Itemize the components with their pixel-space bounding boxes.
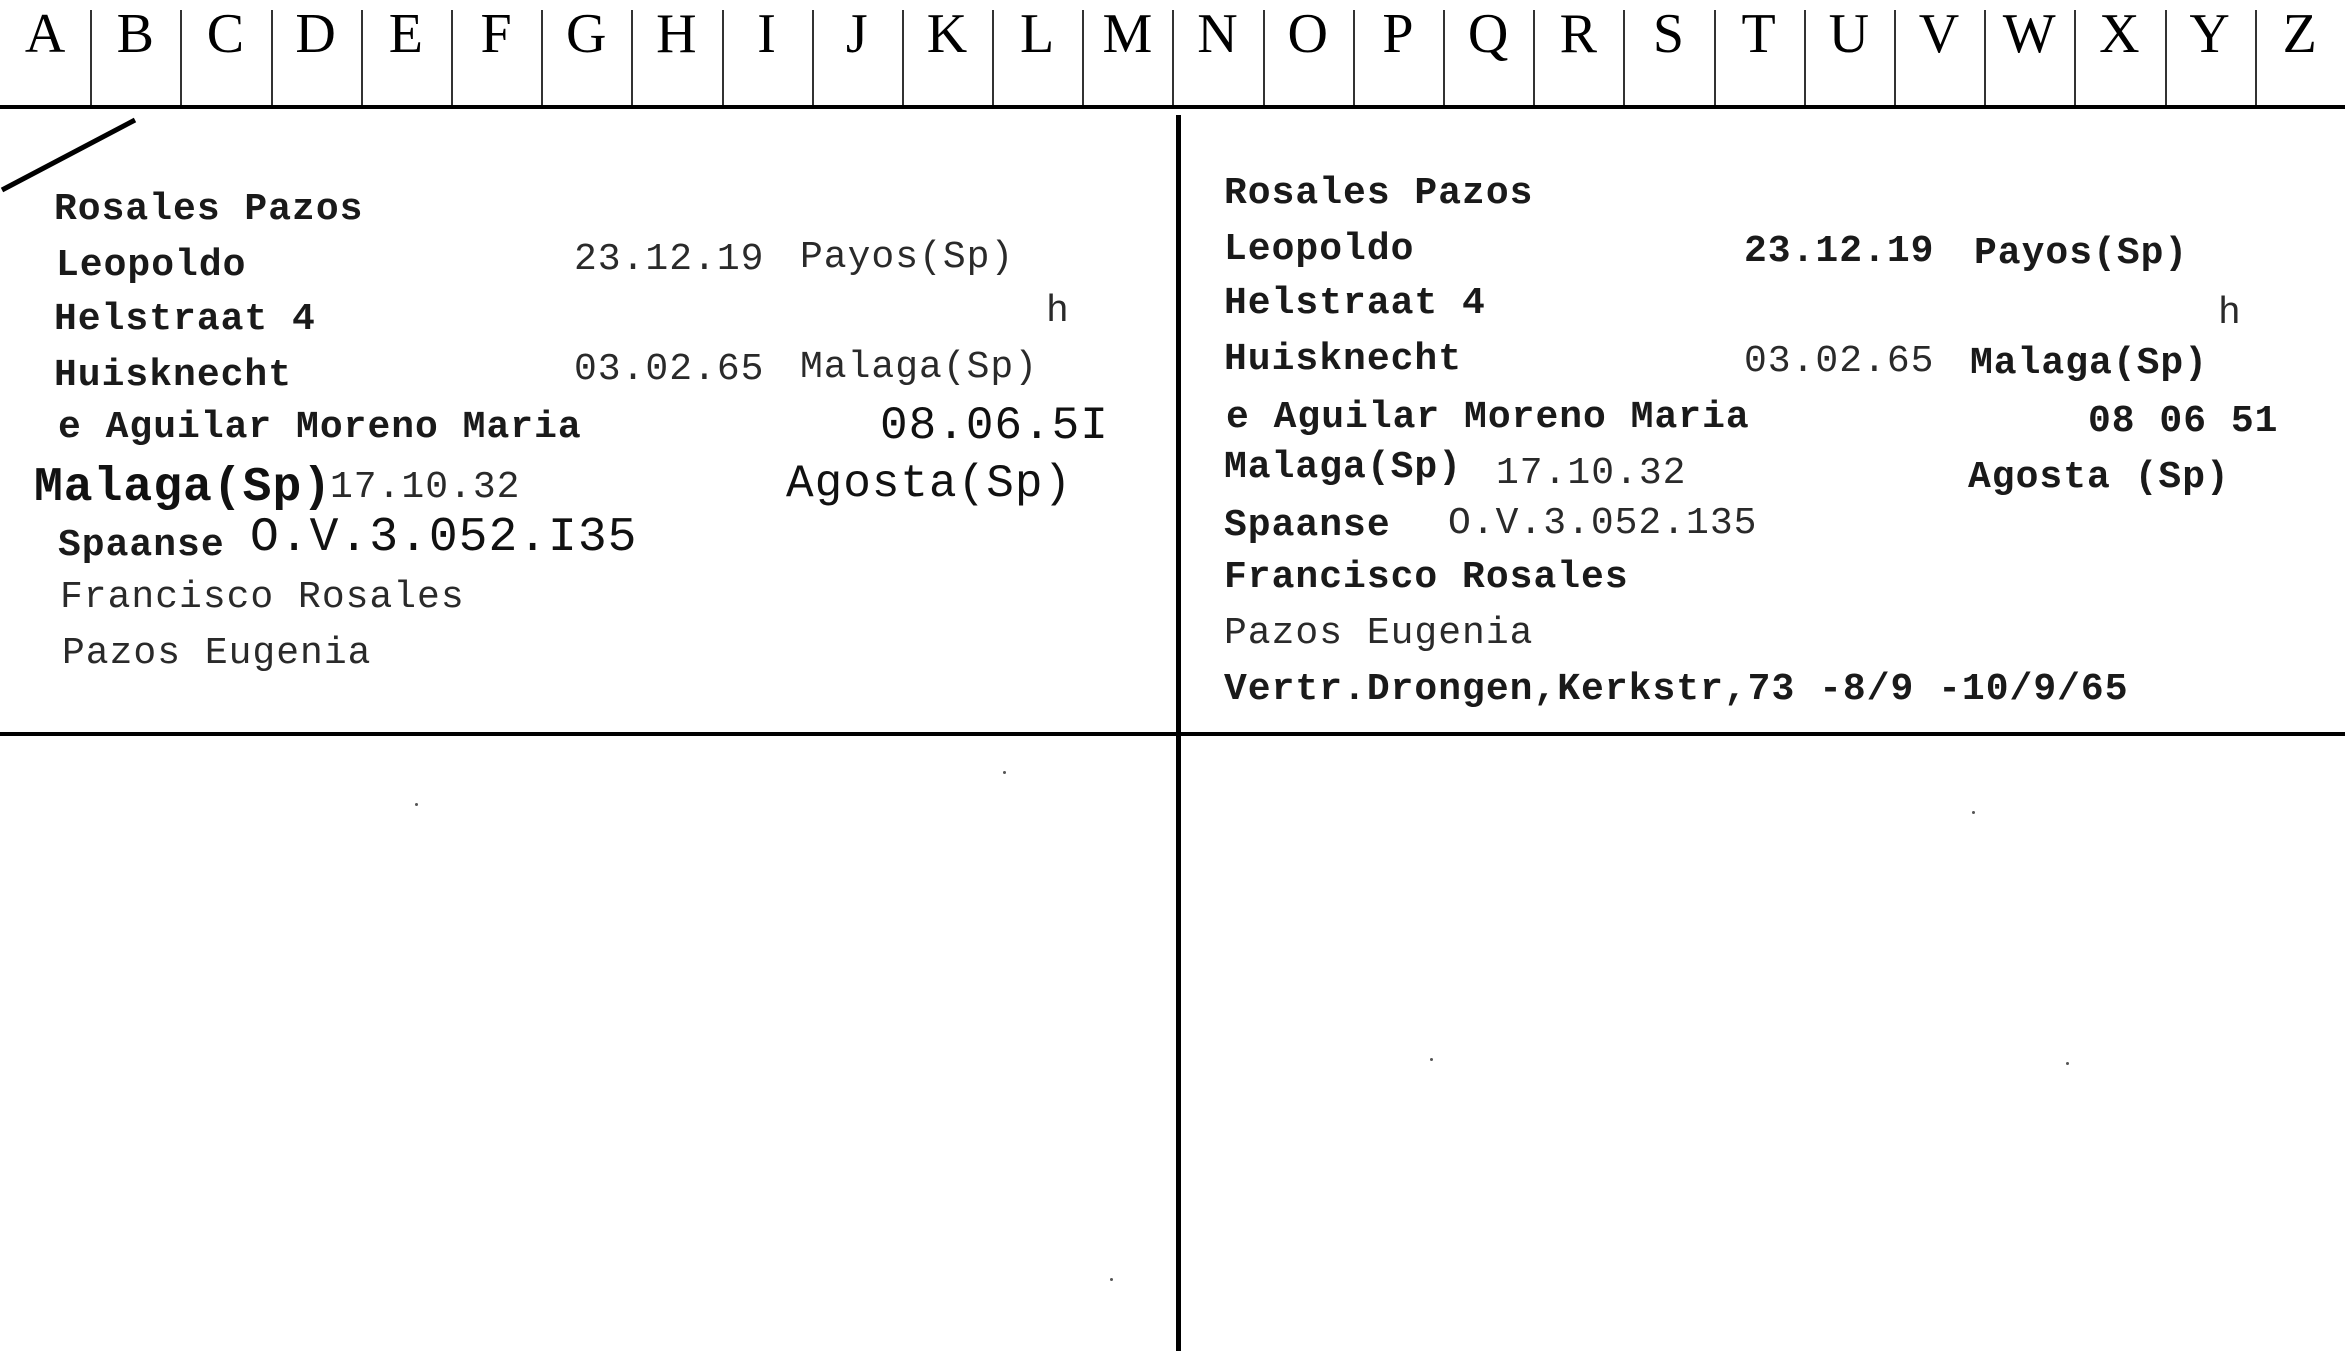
left-id-number: O.V.3.052.I35: [250, 511, 638, 565]
index-separator: [451, 10, 453, 105]
index-letter-label: G: [565, 3, 607, 65]
left-surname: Rosales Pazos: [54, 188, 364, 231]
right-first-name: Leopoldo: [1224, 228, 1415, 271]
index-letter-i: [722, 0, 812, 105]
index-separator: [1623, 10, 1625, 105]
index-letter-t: [1714, 0, 1804, 105]
right-date2: 03.02.65: [1744, 340, 1935, 383]
index-letter-b: [90, 0, 180, 105]
index-letter-label: E: [388, 3, 423, 65]
index-letter-label: J: [845, 3, 868, 65]
index-separator: [1443, 10, 1445, 105]
index-separator: [1714, 10, 1716, 105]
left-nationality: Spaanse: [58, 524, 225, 567]
index-letter-x: [2074, 0, 2164, 105]
right-marriage-date: 08 06 51: [2088, 400, 2279, 443]
left-first-name: Leopoldo: [56, 244, 247, 287]
right-birth-place: Payos(Sp): [1974, 232, 2189, 275]
index-letter-k: [902, 0, 992, 105]
index-separator: [722, 10, 724, 105]
index-letter-c: [180, 0, 270, 105]
left-birth-date: 23.12.19: [574, 238, 765, 281]
index-letter-w: [1984, 0, 2074, 105]
index-letter-n: [1172, 0, 1262, 105]
index-letter-p: [1353, 0, 1443, 105]
index-letter-a: [0, 0, 90, 105]
index-separator: [2255, 10, 2257, 105]
pen-stroke: [0, 115, 150, 195]
left-birth-place: Payos(Sp): [800, 236, 1015, 279]
index-letter-label: P: [1382, 3, 1414, 65]
left-street: Helstraat 4: [54, 298, 316, 341]
index-letter-j: [812, 0, 902, 105]
index-letter-q: [1443, 0, 1533, 105]
index-letter-label: N: [1197, 3, 1238, 65]
index-letter-label: U: [1828, 3, 1870, 65]
index-separator: [541, 10, 543, 105]
index-separator: [2165, 10, 2167, 105]
index-separator: [2074, 10, 2076, 105]
left-marriage-place: Agosta(Sp): [786, 458, 1073, 510]
left-spouse-birth-place: Malaga(Sp): [34, 461, 333, 515]
left-place2: Malaga(Sp): [800, 346, 1039, 389]
left-father: Francisco Rosales: [60, 576, 465, 619]
index-separator: [1082, 10, 1084, 105]
right-mother: Pazos Eugenia: [1224, 612, 1534, 655]
index-letter-l: [992, 0, 1082, 105]
index-separator: [90, 10, 92, 105]
index-letter-label: M: [1102, 3, 1153, 65]
index-letter-h: [631, 0, 721, 105]
index-separator: [631, 10, 633, 105]
index-separator: [1263, 10, 1265, 105]
scan-speck: [1110, 1278, 1113, 1281]
index-letter-g: [541, 0, 631, 105]
index-letter-label: D: [295, 3, 336, 65]
index-separator: [1533, 10, 1535, 105]
right-father: Francisco Rosales: [1224, 556, 1629, 599]
right-departure: Vertr.Drongen,Kerkstr,73 -8/9 -10/9/65: [1224, 668, 2129, 711]
scan-speck: [415, 803, 418, 806]
index-letter-label: Z: [2282, 3, 2317, 65]
index-letter-label: L: [1020, 3, 1055, 65]
scan-speck: [1003, 771, 1006, 774]
index-separator: [812, 10, 814, 105]
index-letter-v: [1894, 0, 1984, 105]
index-separator: [1353, 10, 1355, 105]
left-marriage-date: 08.06.5I: [880, 400, 1109, 452]
right-birth-date: 23.12.19: [1744, 230, 1935, 273]
index-letter-label: C: [206, 3, 245, 65]
index-letter-label: A: [24, 3, 66, 65]
right-id-number: O.V.3.052.135: [1448, 502, 1758, 545]
index-separator: [1894, 10, 1896, 105]
index-separator: [271, 10, 273, 105]
left-occupation: Huisknecht: [54, 354, 293, 397]
index-letter-label: K: [926, 3, 968, 65]
left-spouse: e Aguilar Moreno Maria: [58, 406, 582, 449]
scan-speck: [2066, 1062, 2069, 1065]
index-letter-label: V: [1918, 3, 1960, 65]
index-letter-e: [361, 0, 451, 105]
index-letter-y: [2165, 0, 2255, 105]
index-letter-label: I: [757, 3, 776, 65]
index-letter-u: [1804, 0, 1894, 105]
right-spouse-birth-date: 17.10.32: [1496, 452, 1687, 495]
right-mark: h: [2218, 292, 2242, 335]
right-occupation: Huisknecht: [1224, 338, 1463, 381]
index-letter-label: F: [480, 3, 512, 65]
card-row-divider: [0, 732, 2345, 736]
index-separator: [1804, 10, 1806, 105]
index-letter-label: Q: [1467, 3, 1509, 65]
index-letter-label: Y: [2189, 3, 2230, 65]
left-spouse-birth-date: 17.10.32: [330, 466, 521, 509]
index-letter-label: T: [1741, 3, 1776, 65]
alphabet-index: [0, 0, 2345, 105]
right-marriage-place: Agosta (Sp): [1968, 456, 2230, 499]
index-separator: [180, 10, 182, 105]
index-letter-label: S: [1652, 3, 1685, 65]
header-divider: [0, 105, 2345, 109]
left-mark: h: [1046, 290, 1070, 333]
index-separator: [1172, 10, 1174, 105]
left-mother: Pazos Eugenia: [62, 632, 372, 675]
index-letter-m: [1082, 0, 1172, 105]
index-letter-f: [451, 0, 541, 105]
index-separator: [902, 10, 904, 105]
index-letter-label: R: [1559, 3, 1597, 65]
index-separator: [1984, 10, 1986, 105]
scan-speck: [1972, 811, 1975, 814]
index-letter-s: [1623, 0, 1713, 105]
index-letter-d: [271, 0, 361, 105]
index-letter-o: [1263, 0, 1353, 105]
index-letter-label: W: [2002, 3, 2056, 65]
index-letter-label: B: [116, 3, 154, 65]
right-spouse-birth-place: Malaga(Sp): [1224, 446, 1463, 489]
index-letter-r: [1533, 0, 1623, 105]
index-letter-label: X: [2099, 3, 2140, 65]
right-nationality: Spaanse: [1224, 504, 1391, 547]
right-spouse: e Aguilar Moreno Maria: [1226, 396, 1750, 439]
index-separator: [992, 10, 994, 105]
scan-speck: [1430, 1058, 1433, 1061]
left-date2: 03.02.65: [574, 348, 765, 391]
right-street: Helstraat 4: [1224, 282, 1486, 325]
right-surname: Rosales Pazos: [1224, 172, 1534, 215]
index-letter-label: H: [656, 3, 697, 65]
index-letter-label: O: [1287, 3, 1328, 65]
right-place2: Malaga(Sp): [1970, 342, 2209, 385]
index-letter-z: [2255, 0, 2345, 105]
index-separator: [361, 10, 363, 105]
